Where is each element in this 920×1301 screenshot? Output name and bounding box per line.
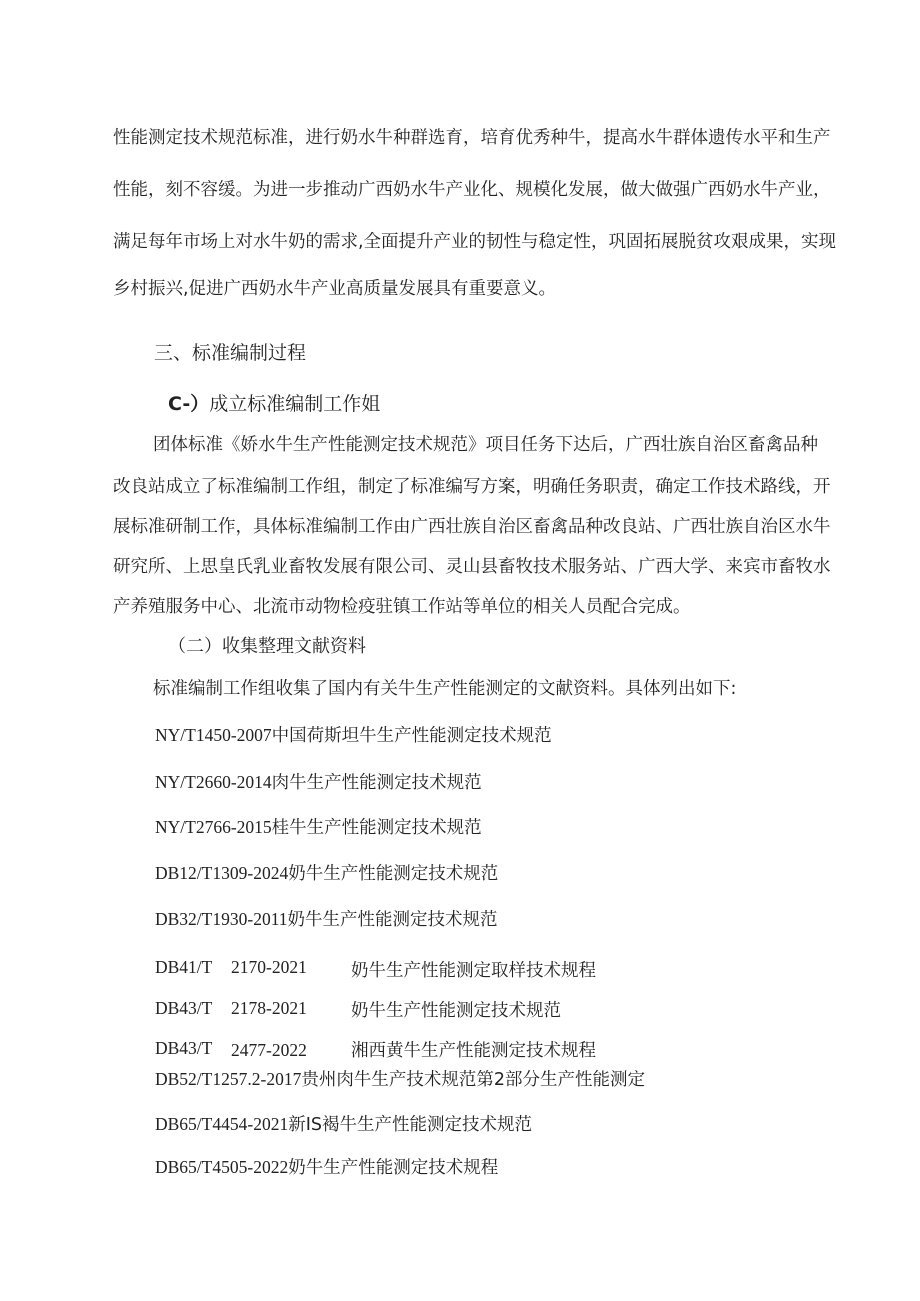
para1-line-2: 改良站成立了标准编制工作组，制定了标准编写方案，明确任务职责，确定工作技术路线，开 (113, 477, 831, 497)
section-heading: 三、标准编制过程 (154, 342, 307, 364)
reference-item: NY/T2766-2015桂牛生产性能测定技术规范 (155, 817, 482, 838)
subheading-1-prefix: C-） (168, 393, 210, 415)
para2: 标准编制工作组收集了国内有关牛生产性能测定的文献资料。具体列出如下: (153, 679, 737, 699)
reference-item: DB32/T1930-2011奶牛生产性能测定技术规范 (155, 909, 498, 930)
para1-line-3: 展标准研制工作，具体标准编制工作由广西壮族自治区畜禽品种改良站、广西壮族自治区水牛 (113, 517, 831, 537)
reference-prefix: DB41/T (155, 957, 213, 977)
reference-name: 奶牛生产性能测定取样技术规程 (351, 961, 596, 981)
reference-prefix: DB43/T (155, 1038, 213, 1058)
intro-line-3: 满足每年市场上对水牛奶的需求,全面提升产业的韧性与稳定性，巩固拓展脱贫攻艰成果，实现 (113, 232, 837, 252)
reference-item: DB65/T4505-2022奶牛生产性能测定技术规程 (155, 1157, 499, 1178)
reference-item: DB52/T1257.2-2017贵州肉牛生产技术规范第2部分生产性能测定 (155, 1069, 645, 1090)
para1-line-5: 产养殖服务中心、北流市动物检疫驻镇工作站等单位的相关人员配合完成。 (113, 597, 691, 617)
reference-number: 2178-2021 (231, 998, 307, 1018)
intro-line-1: 性能测定技术规范标准，进行奶水牛种群选育，培育优秀种牛，提高水牛群体遗传水平和生产 (113, 128, 831, 148)
reference-item: DB12/T1309-2024奶牛生产性能测定技术规范 (155, 863, 499, 884)
subheading-1-title: 成立标准编制工作姐 (209, 393, 381, 415)
subheading-1 (168, 392, 380, 416)
para1-line-1: 团体标准《娇水牛生产性能测定技术规范》项目任务下达后，广西壮族自治区畜禽品种 (153, 435, 818, 455)
reference-name: 湘西黄牛生产性能测定技术规程 (351, 1041, 596, 1061)
reference-number: 2477-2022 (231, 1040, 307, 1060)
reference-item: NY/T1450-2007中国荷斯坦牛生产性能测定技术规范 (155, 725, 552, 746)
para1-line-4: 研究所、上思皇氏乳业畜牧发展有限公司、灵山县畜牧技术服务站、广西大学、来宾市畜牧水 (113, 557, 831, 577)
reference-item: DB65/T4454-2021新IS褐牛生产性能测定技术规范 (155, 1114, 532, 1135)
reference-name: 奶牛生产性能测定技术规范 (351, 1001, 561, 1021)
reference-number: 2170-2021 (231, 957, 307, 977)
subheading-2: （二）收集整理文献资料 (168, 636, 366, 657)
reference-item: NY/T2660-2014肉牛生产性能测定技术规范 (155, 772, 482, 793)
intro-line-2: 性能，刻不容缓。为进一步推动广西奶水牛产业化、规模化发展，做大做强广西奶水牛产业， (113, 180, 831, 200)
reference-prefix: DB43/T (155, 998, 213, 1018)
intro-line-4: 乡村振兴,促进广西奶水牛产业高质量发展具有重要意义。 (113, 279, 557, 299)
